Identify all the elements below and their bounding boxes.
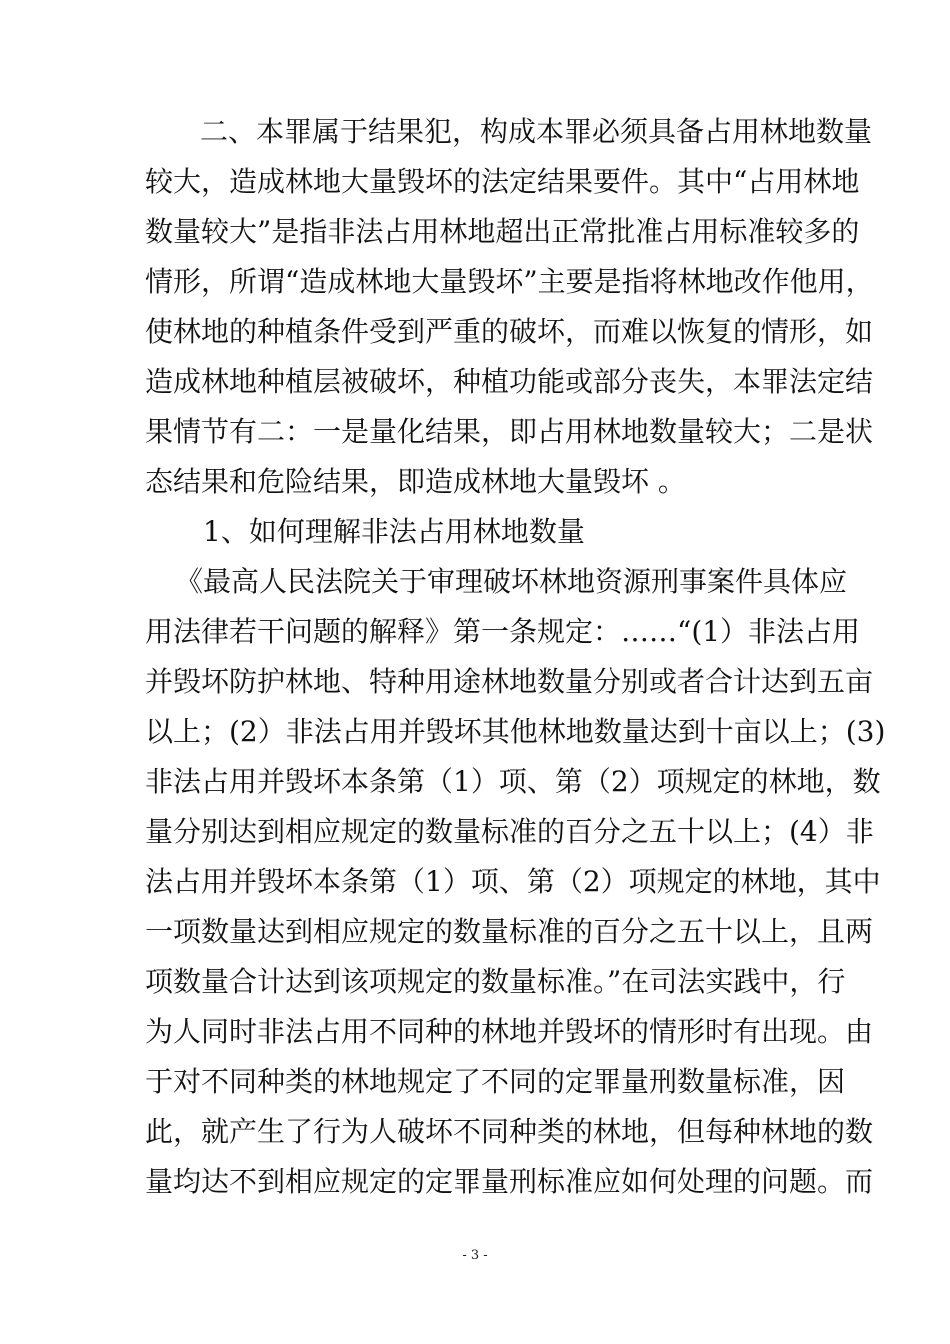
- text-line: 量分别达到相应规定的数量标准的百分之五十以上；(4）非: [145, 815, 874, 848]
- text-line: 较大，造成林地大量毁坏的法定结果要件。其中“占用林地: [145, 165, 860, 198]
- text-line: 态结果和危险结果，即造成林地大量毁坏 。: [145, 465, 686, 498]
- text-line: 造成林地种植层被破坏，种植功能或部分丧失，本罪法定结: [145, 365, 874, 398]
- text-line: 果情节有二：一是量化结果，即占用林地数量较大；二是状: [145, 415, 874, 448]
- text-line: 为人同时非法占用不同种的林地并毁坏的情形时有出现。由: [145, 1015, 874, 1048]
- text-line: 用法律若干问题的解释》第一条规定：……“(1）非法占用: [145, 615, 861, 648]
- text-line: 数量较大”是指非法占用林地超出正常批准占用标准较多的: [145, 215, 860, 248]
- text-line: 此，就产生了行为人破坏不同种类的林地，但每种林地的数: [145, 1115, 874, 1148]
- text-line: 一项数量达到相应规定的数量标准的百分之五十以上，且两: [145, 915, 874, 948]
- text-line: 以上；(2）非法占用并毁坏其他林地数量达到十亩以上；(3): [145, 715, 886, 748]
- text-line: 于对不同种类的林地规定了不同的定罪量刑数量标准，因: [145, 1065, 846, 1098]
- text-line: 法占用并毁坏本条第（1）项、第（2）项规定的林地，其中: [145, 865, 881, 898]
- page-number: - 3 -: [462, 1248, 488, 1263]
- text-line: 使林地的种植条件受到严重的破坏，而难以恢复的情形，如: [145, 315, 874, 348]
- text-line: 项数量合计达到该项规定的数量标准。”在司法实践中，行: [145, 965, 846, 998]
- text-line: 非法占用并毁坏本条第（1）项、第（2）项规定的林地，数: [145, 765, 881, 798]
- section-heading: 1、如何理解非法占用林地数量: [203, 515, 585, 548]
- text-line: 量均达不到相应规定的定罪量刑标准应如何处理的问题。而: [145, 1165, 874, 1198]
- text-line: 《最高人民法院关于审理破坏林地资源刑事案件具体应: [175, 565, 848, 598]
- text-line: 二、本罪属于结果犯，构成本罪必须具备占用林地数量: [200, 115, 873, 148]
- text-line: 情形，所谓“造成林地大量毁坏”主要是指将林地改作他用，: [145, 265, 874, 298]
- text-line: 并毁坏防护林地、特种用途林地数量分别或者合计达到五亩: [145, 665, 874, 698]
